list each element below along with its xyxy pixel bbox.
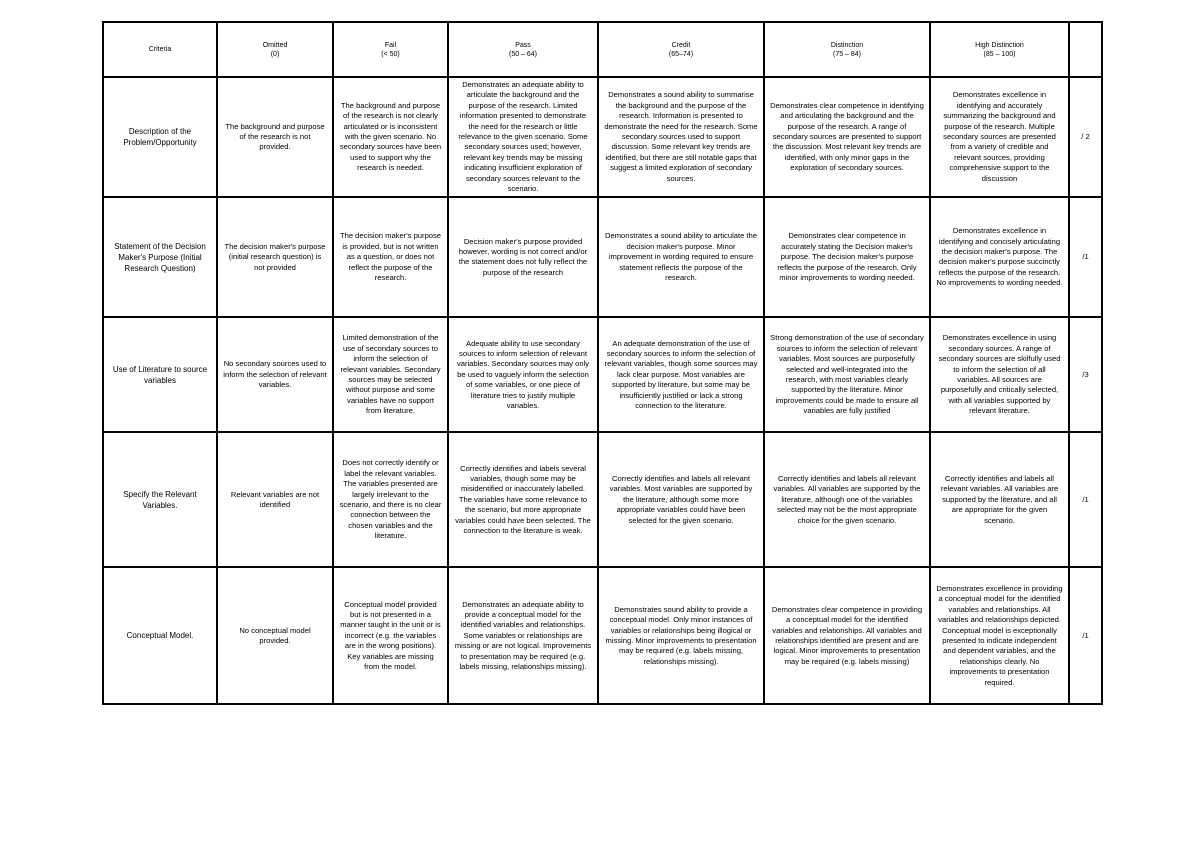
credit-cell: Demonstrates a sound ability to summarise the background and the purpose of the research. Information is presented to demonstrate the need for the research. Some secondary sources used to support discussion. Some relevant key trends are identified, but there are still notable gaps that suggest a limited exploration of secondary sources. bbox=[598, 77, 764, 197]
header-fail bbox=[333, 22, 448, 77]
rubric-row bbox=[103, 567, 1102, 704]
criterion-cell: Description of the Problem/Opportunity bbox=[103, 77, 217, 197]
criterion-cell: Use of Literature to source variables bbox=[103, 317, 217, 432]
pass-cell: Demonstrates an adequate ability to articulate the background and the purpose of the research. Limited information presented to demonstrate the need for the research or little relevance to the given scenario. Some secondary sources used; however, relevant key trends may be missing indicating insufficient exploration of secondary sources relevant to the scenario. bbox=[448, 77, 598, 197]
score-cell: /1 bbox=[1069, 197, 1102, 317]
header-title: Criteria bbox=[148, 46, 172, 53]
pass-cell: Demonstrates an adequate ability to provide a conceptual model for the identified variables and relationships. Some variables or relationships are missing or are not logical. Improvements to presentation may be required (e.g. labels missing, relationships missing). bbox=[448, 567, 598, 704]
marking-rubric-table bbox=[102, 21, 1103, 705]
rubric-body bbox=[103, 77, 1102, 704]
fail-cell: The decision maker's purpose is provided, but is not written as a question, or does not reflect the purpose of the research. bbox=[333, 197, 448, 317]
score-cell: /3 bbox=[1069, 317, 1102, 432]
pass-cell: Adequate ability to use secondary sources to inform selection of relevant variables. Secondary sources may only be used to vaguely inform the selection of some variables, or one piece of literature tries to justify multiple variables. bbox=[448, 317, 598, 432]
criterion-cell: Conceptual Model. bbox=[103, 567, 217, 704]
high-distinction-cell: Demonstrates excellence in providing a conceptual model for the identified variables and relationships. All variables and relationships depicted. Conceptual model is exceptionally presented to indicate independent and dependent variables, and the relationships clearly. No improvements to presentation required. bbox=[930, 567, 1069, 704]
pass-cell: Correctly identifies and labels several variables, though some may be misidentified or inaccurately labelled. The variables have some relevance to the scenario, but more appropriate variables could have been selected. The connection to the literature is weak. bbox=[448, 432, 598, 567]
distinction-cell: Strong demonstration of the use of secondary sources to inform the selection of relevant variables. Most sources are purposefully selected and well-integrated into the research, with most variables clearly supported by the literature. Minor improvements could be made to ensure all variables are fully justified bbox=[764, 317, 930, 432]
fail-cell: Conceptual model provided but is not presented in a manner taught in the unit or is incorrect (e.g. the variables are in the wrong positions). Key variables are missing from the model. bbox=[333, 567, 448, 704]
criterion-cell: Specify the Relevant Variables. bbox=[103, 432, 217, 567]
criterion-cell: Statement of the Decision Maker's Purpose (Initial Research Question) bbox=[103, 197, 217, 317]
omitted-cell: The background and purpose of the research is not provided. bbox=[217, 77, 333, 197]
omitted-cell: The decision maker's purpose (initial research question) is not provided bbox=[217, 197, 333, 317]
header-distinction bbox=[764, 22, 930, 77]
fail-cell: Does not correctly identify or label the relevant variables. The variables presented are largely irrelevant to the scenario, and there is no clear connection between the chosen variables and the literature. bbox=[333, 432, 448, 567]
header-title: Fail bbox=[384, 41, 397, 49]
credit-cell: Demonstrates sound ability to provide a conceptual model. Only minor instances of variables or relationships being illogical or missing. Minor improvements to presentation may be required (e.g. labels missing, relationships missing). bbox=[598, 567, 764, 704]
score-cell: /1 bbox=[1069, 567, 1102, 704]
pass-cell: Decision maker's purpose provided however, wording is not correct and/or the statement does not fully reflect the purpose of the research bbox=[448, 197, 598, 317]
fail-cell: The background and purpose of the research is not clearly articulated or is inconsistent with the given scenario. No secondary sources have been used to support why the research is needed. bbox=[333, 77, 448, 197]
distinction-cell: Demonstrates clear competence in accurately stating the Decision maker's purpose. The decision maker's purpose reflects the purpose of the research. Only minor improvements to wording needed. bbox=[764, 197, 930, 317]
score-cell: /1 bbox=[1069, 432, 1102, 567]
rubric-row bbox=[103, 197, 1102, 317]
omitted-cell: Relevant variables are not identified bbox=[217, 432, 333, 567]
header-title: Credit bbox=[671, 41, 691, 49]
rubric-row bbox=[103, 317, 1102, 432]
high-distinction-cell: Demonstrates excellence in identifying and concisely articulating the decision maker's purpose. The decision maker's purpose succinctly reflects the purpose of the research. No improvements to wording needed. bbox=[930, 197, 1069, 317]
header-range: (0) bbox=[270, 50, 280, 58]
distinction-cell: Demonstrates clear competence in identifying and articulating the background and the purpose of the research. A range of secondary sources are presented to support the discussion. Most relevant key trends are identified, with only minor gaps in the exploration of secondary sources. bbox=[764, 77, 930, 197]
header-title: Distinction bbox=[830, 41, 864, 49]
header-range: (75 – 84) bbox=[832, 50, 862, 58]
header-score bbox=[1069, 22, 1102, 77]
header-row bbox=[103, 22, 1102, 77]
credit-cell: Correctly identifies and labels all relevant variables. Most variables are supported by the literature, although some more appropriate variables could have been selected for the given scenario. bbox=[598, 432, 764, 567]
omitted-cell: No conceptual model provided. bbox=[217, 567, 333, 704]
high-distinction-cell: Demonstrates excellence in using secondary sources. A range of secondary sources are skilfully used to inform the selection of all variables. All sources are purposefully and critically selected, with all variables supported by relevant literature. bbox=[930, 317, 1069, 432]
distinction-cell: Demonstrates clear competence in providing a conceptual model for the identified variables and relationships. All variables and relationships identified are present and are logical. Minor improvements to presentation may be required (e.g. labels missing) bbox=[764, 567, 930, 704]
header-criteria bbox=[103, 22, 217, 77]
header-range: (65–74) bbox=[668, 50, 694, 58]
header-credit bbox=[598, 22, 764, 77]
fail-cell: Limited demonstration of the use of secondary sources to inform the selection of relevant variables. Secondary sources may be selected without purpose and some variables have no support from literature. bbox=[333, 317, 448, 432]
header-range: (50 – 64) bbox=[508, 50, 538, 58]
header-title: Omitted bbox=[262, 41, 288, 49]
rubric-row bbox=[103, 432, 1102, 567]
omitted-cell: No secondary sources used to inform the selection of relevant variables. bbox=[217, 317, 333, 432]
rubric-row bbox=[103, 77, 1102, 197]
header-omitted bbox=[217, 22, 333, 77]
header-title: High Distinction bbox=[975, 41, 1024, 49]
header-high-distinction bbox=[930, 22, 1069, 77]
credit-cell: Demonstrates a sound ability to articulate the decision maker's purpose. Minor improvement in wording required to ensure statement reflects the purpose of the research. bbox=[598, 197, 764, 317]
high-distinction-cell: Correctly identifies and labels all relevant variables. All variables are supported by the literature, and all are appropriate for the given scenario. bbox=[930, 432, 1069, 567]
high-distinction-cell: Demonstrates excellence in identifying and accurately summarizing the background and purpose of the research. Multiple secondary sources are presented from a variety of credible and relevant sources, providing comprehensive support to the discussion bbox=[930, 77, 1069, 197]
score-cell: / 2 bbox=[1069, 77, 1102, 197]
header-title: Pass bbox=[515, 41, 531, 49]
header-pass bbox=[448, 22, 598, 77]
distinction-cell: Correctly identifies and labels all relevant variables. All variables are supported by the literature, although one of the variables selected may not be the most appropriate choice for the given scenario. bbox=[764, 432, 930, 567]
header-range: (85 – 100) bbox=[983, 50, 1016, 58]
header-range: (< 50) bbox=[381, 50, 400, 58]
credit-cell: An adequate demonstration of the use of secondary sources to inform the selection of relevant variables, though some sources may lack clear purpose. Most variables are supported by literature, but some may be insufficiently justified or lack a strong connection to the literature. bbox=[598, 317, 764, 432]
